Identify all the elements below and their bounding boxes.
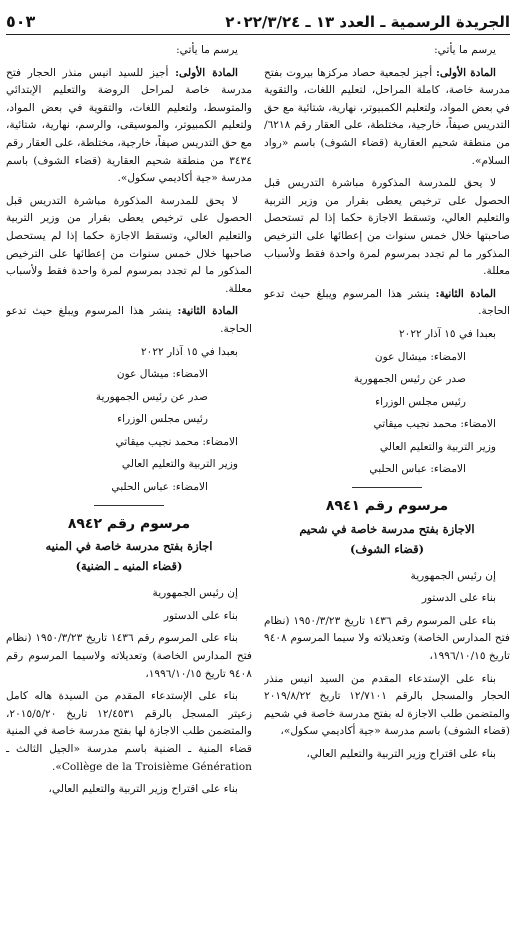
- gazette-issue-title: الجريدة الرسمية ـ العدد ١٣ ـ ٢٠٢٢/٣/٢٤: [225, 13, 510, 31]
- spacer: [6, 577, 252, 585]
- decree-region: (قضاء المنيه ـ الضنية): [75, 559, 183, 574]
- recital-proposal: بناء على اقتراح وزير التربية والتعليم العالي،: [306, 748, 496, 760]
- condition-text: لا يحق للمدرسة المذكورة مباشرة التدريس قبل الحصول على ترخيص يعطى بقرار من وزير التربية والتعليم العالي، وتسقط الاجازة حكما إذا لم يستحصل صاحبها خلال خمس سنوات من إعطائها على الترخيص المذكور ما لم تجدد بمرسوم لمرة واحدة فقط ولأسباب معللة.: [6, 194, 252, 295]
- article-1: [6, 65, 252, 188]
- columns: [6, 42, 510, 934]
- decree-date: بعبدا في ١٥ آذار ٢٠٢٢: [140, 345, 238, 358]
- recital-request: بناء على الإستدعاء المقدم من السيدة هاله كامل زعيتر المسجل بالرقم ١٢/٤٥٣١ تاريخ ٢٠١٥/٥/٢٠، والمتضمن طلب الاجازة لها بفتح مدرسة خاصة في المنية قضاء المنية ـ الضنية باسم مدرسة «الجيل الثالث ـ Collège de la Troisième Génération».: [6, 690, 252, 773]
- article-2: [6, 303, 252, 338]
- left-column: [6, 42, 252, 934]
- recital-decree: بناء على المرسوم رقم ١٤٣٦ تاريخ ١٩٥٠/٣/٢٣ (نظام فتح المدارس الخاصة) وتعديلاته ولا سيما المرسوم ٩٤٠٨ تاريخ ١٩٩٦/١٠/١٥،: [264, 614, 510, 663]
- section-divider: [94, 505, 164, 506]
- article-2-text: ينشر هذا المرسوم ويبلغ حيث تدعو الحاجة.: [264, 287, 510, 318]
- intro-text: يرسم ما يأتي:: [434, 44, 496, 56]
- decree-title: مرسوم رقم ٨٩٤١: [325, 498, 449, 515]
- article-2-text: ينشر هذا المرسوم ويبلغ حيث تدعو الحاجة.: [6, 305, 252, 335]
- spacer: [264, 560, 510, 568]
- recital-decree: بناء على المرسوم رقم ١٤٣٦ تاريخ ١٩٥٠/٣/٢٣ (نظام فتح المدارس الخاصة) وتعديلاته ولاسيما المرسوم رقم ٩٤٠٨ تاريخ ١٩٩٦/١٠/١٥،: [6, 632, 252, 680]
- minister-title: وزير التربية والتعليم العالي: [121, 458, 238, 471]
- signature-minister: الامضاء: عباس الحلبي: [111, 481, 208, 494]
- recital-constitution: بناء على الدستور: [421, 592, 496, 605]
- signature-minister: الامضاء: عباس الحلبي: [369, 463, 466, 476]
- signature-pm: الامضاء: محمد نجيب ميقاتي: [115, 435, 238, 448]
- decree-subject: اجازة بفتح مدرسة خاصة في المنيه: [45, 539, 213, 554]
- article-1-label: المادة الأولى:: [175, 66, 238, 79]
- recital-president: إن رئيس الجمهورية: [410, 569, 496, 582]
- article-1: [264, 65, 510, 171]
- decree-region: (قضاء الشوف): [349, 541, 425, 556]
- recital-president: إن رئيس الجمهورية: [152, 587, 238, 600]
- issued-by: صدر عن رئيس الجمهورية: [353, 373, 466, 386]
- signature-pm: الامضاء: محمد نجيب ميقاتي: [373, 418, 496, 431]
- section-divider: [352, 487, 422, 488]
- intro-text: يرسم ما يأتي:: [176, 44, 238, 56]
- pm-title: رئيس مجلس الوزراء: [117, 413, 208, 426]
- signature-president: الامضاء: ميشال عون: [116, 368, 208, 381]
- article-1-text: أجيز للسيد انيس منذر الحجار فتح مدرسة خاصة لمراحل الروضة والتعليم الإبتدائي والمتوسط، ولتعليم اللغات، والتقوية في بعض المواد، ولتعليم الكمبيوتر، والموسيقى، والرسم، نهارية، شتائية، مع حق التدريس صيفاً، خارجية، مختلطة، على العقار رقم ٣٤٣٤ من منطقة شحيم العقارية (قضاء الشوف) باسم مدرسة «جية أكاديمي سكول».: [6, 66, 252, 185]
- recital-proposal: بناء على اقتراح وزير التربية والتعليم العالي،: [48, 783, 238, 796]
- minister-title: وزير التربية والتعليم العالي: [379, 440, 496, 453]
- article-2-label: المادة الثانية:: [435, 287, 496, 300]
- condition-text: لا يحق للمدرسة المذكورة مباشرة التدريس قبل الحصول على ترخيص يعطى بقرار من وزير التربية والتعليم العالي، وتسقط الاجازة حكما إذا لم تستحصل صاحبتها خلال خمس سنوات من إعطائها على الترخيص المذكور ما لم تجدد بمرسوم لمرة واحدة فقط ولأسباب معللة.: [264, 177, 510, 278]
- recital-constitution: بناء على الدستور: [163, 609, 238, 622]
- decree-date: بعبدا في ١٥ آذار ٢٠٢٢: [398, 327, 496, 340]
- pm-title: رئيس مجلس الوزراء: [375, 395, 466, 408]
- article-1-label: المادة الأولى:: [435, 66, 496, 79]
- decree-subject: الاجازة بفتح مدرسة خاصة في شحيم: [299, 521, 475, 536]
- article-2: [264, 286, 510, 321]
- article-1-text: أجيز لجمعية حصاد مركزها بيروت بفتح مدرسة خاصة، كاملة المراحل، لتعليم اللغات، والتقوية في بعض المواد، ولتعليم الكمبيوتر، نهارية، شتائية مع حق التدريس صيفاً، خارجية، مختلطة، على العقار رقم ٦٢١٨/ من منطقة شحيم العقارية (قضاء الشوف) باسم «رواد السلام».: [264, 66, 510, 167]
- page-header: [6, 4, 510, 35]
- decree-title: مرسوم رقم ٨٩٤٢: [67, 515, 191, 532]
- recital-request: بناء على الإستدعاء المقدم من السيد انيس منذر الحجار والمسجل بالرقم ١٢/٧١٠١ تاريخ ٢٠١٩/٨/٢٢ والمتضمن طلب الاجازة له بفتح مدرسة خاصة في شحيم (قضاء الشوف) باسم مدرسة «جية أكاديمي سكول»،: [264, 672, 510, 738]
- article-2-label: المادة الثانية:: [177, 305, 238, 318]
- right-column: [264, 42, 510, 934]
- issued-by: صدر عن رئيس الجمهورية: [95, 390, 208, 403]
- signature-president: الامضاء: ميشال عون: [374, 350, 466, 363]
- page-number: ٥٠٣: [6, 12, 36, 31]
